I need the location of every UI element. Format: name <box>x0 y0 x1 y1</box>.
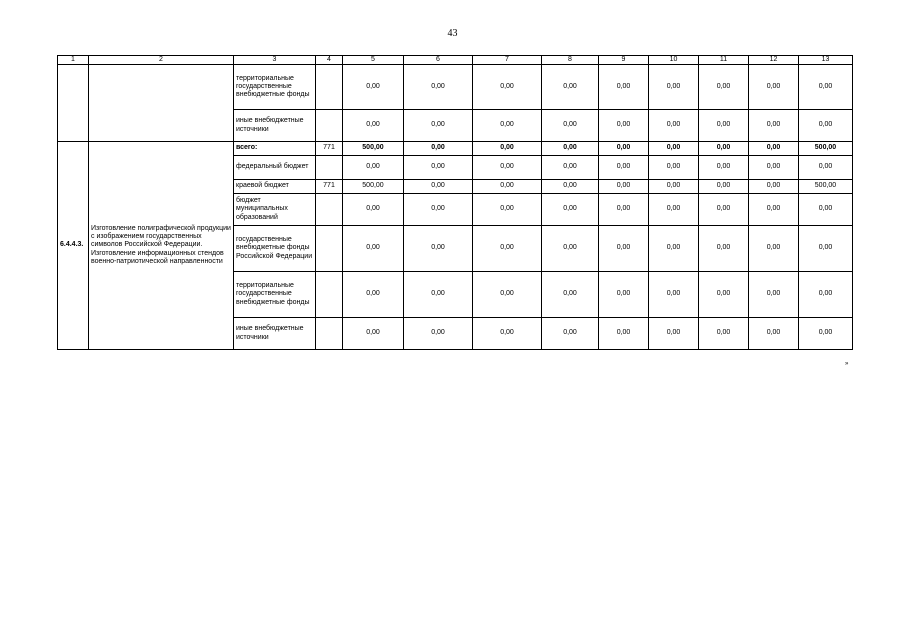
value-cell: 0,00 <box>649 318 699 350</box>
measure-number: 6.4.4.3. <box>58 142 89 350</box>
source-cell: всего: <box>234 142 316 156</box>
value-cell: 0,00 <box>599 110 649 142</box>
value-cell: 0,00 <box>749 110 799 142</box>
source-cell: территориальные государственные внебюджетные фонды <box>234 272 316 318</box>
value-cell: 0,00 <box>343 194 404 226</box>
col-header: 8 <box>542 56 599 65</box>
value-cell: 0,00 <box>542 226 599 272</box>
code-cell <box>316 272 343 318</box>
value-cell: 0,00 <box>343 226 404 272</box>
value-cell: 0,00 <box>542 318 599 350</box>
table-row <box>58 142 853 156</box>
value-cell: 0,00 <box>699 142 749 156</box>
value-cell: 0,00 <box>343 110 404 142</box>
col-header: 2 <box>89 56 234 65</box>
value-cell: 0,00 <box>749 318 799 350</box>
code-cell <box>316 226 343 272</box>
value-cell: 0,00 <box>473 180 542 194</box>
source-cell: иные внебюджетные источники <box>234 318 316 350</box>
value-cell: 0,00 <box>649 65 699 110</box>
value-cell: 0,00 <box>799 318 853 350</box>
number-cell <box>58 65 89 142</box>
source-cell: иные внебюджетные источники <box>234 110 316 142</box>
value-cell: 0,00 <box>649 272 699 318</box>
value-cell: 0,00 <box>404 142 473 156</box>
value-cell: 0,00 <box>404 65 473 110</box>
code-cell <box>316 318 343 350</box>
value-cell: 0,00 <box>473 194 542 226</box>
code-cell: 771 <box>316 142 343 156</box>
value-cell: 0,00 <box>749 226 799 272</box>
source-cell: территориальные государственные внебюджетные фонды <box>234 65 316 110</box>
value-cell: 0,00 <box>649 194 699 226</box>
value-cell: 0,00 <box>473 65 542 110</box>
value-cell: 0,00 <box>749 156 799 180</box>
code-cell <box>316 156 343 180</box>
value-cell: 0,00 <box>649 110 699 142</box>
table-row <box>58 65 853 110</box>
value-cell: 0,00 <box>404 156 473 180</box>
value-cell: 0,00 <box>599 272 649 318</box>
name-cell <box>89 65 234 142</box>
value-cell: 0,00 <box>599 156 649 180</box>
value-cell: 0,00 <box>749 65 799 110</box>
value-cell: 0,00 <box>799 226 853 272</box>
value-cell: 0,00 <box>343 318 404 350</box>
source-cell: государственные внебюджетные фонды Российской Федерации <box>234 226 316 272</box>
value-cell: 0,00 <box>404 272 473 318</box>
value-cell: 0,00 <box>749 194 799 226</box>
value-cell: 0,00 <box>649 180 699 194</box>
value-cell: 0,00 <box>343 156 404 180</box>
value-cell: 0,00 <box>404 110 473 142</box>
value-cell: 0,00 <box>542 194 599 226</box>
col-header: 1 <box>58 56 89 65</box>
value-cell: 0,00 <box>699 194 749 226</box>
value-cell: 500,00 <box>799 180 853 194</box>
col-header: 9 <box>599 56 649 65</box>
value-cell: 0,00 <box>699 180 749 194</box>
col-header: 12 <box>749 56 799 65</box>
value-cell: 0,00 <box>404 194 473 226</box>
value-cell: 0,00 <box>699 65 749 110</box>
value-cell: 0,00 <box>404 180 473 194</box>
col-header: 5 <box>343 56 404 65</box>
source-cell: федеральный бюджет <box>234 156 316 180</box>
value-cell: 0,00 <box>599 65 649 110</box>
value-cell: 0,00 <box>542 156 599 180</box>
value-cell: 0,00 <box>542 272 599 318</box>
value-cell: 0,00 <box>649 226 699 272</box>
col-header: 6 <box>404 56 473 65</box>
value-cell: 0,00 <box>473 226 542 272</box>
value-cell: 0,00 <box>473 156 542 180</box>
header-row <box>58 56 853 65</box>
code-cell: 771 <box>316 180 343 194</box>
col-header: 3 <box>234 56 316 65</box>
value-cell: 0,00 <box>473 110 542 142</box>
value-cell: 0,00 <box>542 142 599 156</box>
budget-table <box>57 55 853 350</box>
value-cell: 0,00 <box>649 142 699 156</box>
value-cell: 500,00 <box>799 142 853 156</box>
value-cell: 0,00 <box>599 142 649 156</box>
value-cell: 0,00 <box>599 226 649 272</box>
value-cell: 0,00 <box>699 318 749 350</box>
value-cell: 0,00 <box>542 180 599 194</box>
value-cell: 0,00 <box>799 194 853 226</box>
value-cell: 0,00 <box>473 142 542 156</box>
end-mark: » <box>845 361 849 367</box>
value-cell: 0,00 <box>699 226 749 272</box>
value-cell: 0,00 <box>542 110 599 142</box>
value-cell: 500,00 <box>343 142 404 156</box>
value-cell: 0,00 <box>799 65 853 110</box>
value-cell: 0,00 <box>649 156 699 180</box>
value-cell: 0,00 <box>599 318 649 350</box>
value-cell: 0,00 <box>404 226 473 272</box>
code-cell <box>316 65 343 110</box>
value-cell: 0,00 <box>599 194 649 226</box>
value-cell: 500,00 <box>343 180 404 194</box>
source-cell: краевой бюджет <box>234 180 316 194</box>
col-header: 7 <box>473 56 542 65</box>
value-cell: 0,00 <box>749 180 799 194</box>
value-cell: 0,00 <box>473 318 542 350</box>
value-cell: 0,00 <box>599 180 649 194</box>
value-cell: 0,00 <box>343 272 404 318</box>
col-header: 11 <box>699 56 749 65</box>
value-cell: 0,00 <box>749 272 799 318</box>
col-header: 4 <box>316 56 343 65</box>
value-cell: 0,00 <box>343 65 404 110</box>
value-cell: 0,00 <box>699 272 749 318</box>
col-header: 13 <box>799 56 853 65</box>
code-cell <box>316 110 343 142</box>
value-cell: 0,00 <box>404 318 473 350</box>
value-cell: 0,00 <box>799 272 853 318</box>
measure-name: Изготовление полиграфической продукции с изображением государственных символов Российской Федерации. Изготовление информационных стендов военно-патриотической направленности <box>89 142 234 350</box>
value-cell: 0,00 <box>799 156 853 180</box>
col-header: 10 <box>649 56 699 65</box>
value-cell: 0,00 <box>699 110 749 142</box>
value-cell: 0,00 <box>699 156 749 180</box>
value-cell: 0,00 <box>473 272 542 318</box>
value-cell: 0,00 <box>799 110 853 142</box>
source-cell: бюджет муниципальных образований <box>234 194 316 226</box>
code-cell <box>316 194 343 226</box>
page-number: 43 <box>447 28 458 39</box>
value-cell: 0,00 <box>749 142 799 156</box>
value-cell: 0,00 <box>542 65 599 110</box>
